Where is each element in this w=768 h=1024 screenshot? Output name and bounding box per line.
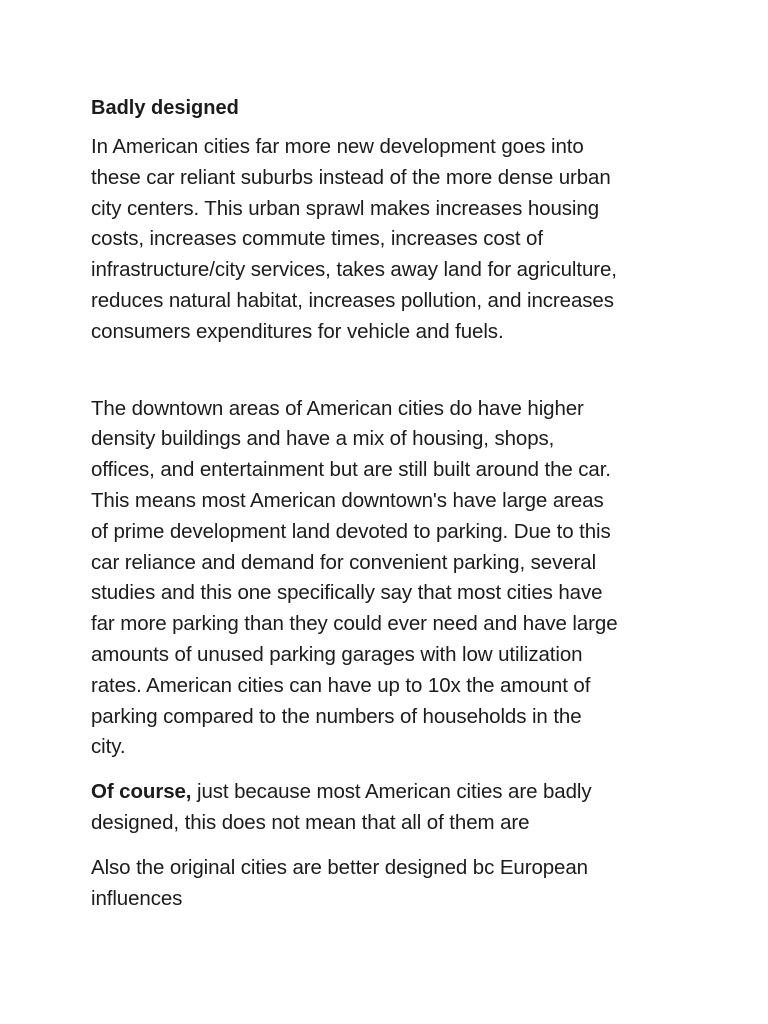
text-line: amounts of unused parking garages with low utilization — [91, 642, 583, 666]
text-line: Also the original cities are better designed bc European — [91, 855, 588, 879]
text-line: designed, this does not mean that all of them are — [91, 810, 530, 834]
text-line: This means most American downtown's have large areas — [91, 488, 604, 512]
section-heading: Badly designed — [91, 97, 239, 119]
text-line: costs, increases commute times, increases cost of — [91, 227, 543, 251]
text-line: of prime development land devoted to parking. Due to this — [91, 519, 611, 543]
paragraph-suburbs — [91, 132, 728, 348]
text-line: rates. American cities can have up to 10x the amount of — [91, 673, 591, 697]
text-line: studies and this one specifically say that most cities have — [91, 581, 603, 605]
text-line: city. — [91, 735, 126, 759]
text-line: far more parking than they could ever need and have large — [91, 612, 618, 636]
text-line: influences — [91, 886, 183, 910]
text-line: car reliance and demand for convenient parking, several — [91, 550, 597, 574]
text-line: consumers expenditures for vehicle and fuels. — [91, 319, 504, 343]
text-line: these car reliant suburbs instead of the more dense urban — [91, 165, 611, 189]
text-line: reduces natural habitat, increases pollution, and increases — [91, 288, 614, 312]
bold-lead-text: Of course, — [91, 780, 192, 804]
paragraph-downtown — [91, 394, 728, 764]
text-line: density buildings and have a mix of housing, shops, — [91, 427, 555, 451]
text-line: infrastructure/city services, takes away land for agriculture, — [91, 258, 617, 282]
text-line: The downtown areas of American cities do have higher — [91, 396, 584, 420]
text-line: city centers. This urban sprawl makes increases housing — [91, 196, 599, 220]
text-line: offices, and entertainment but are still built around the car. — [91, 458, 611, 482]
text-line: parking compared to the numbers of households in the — [91, 704, 582, 728]
paragraph-of-course — [91, 777, 728, 839]
text-line — [91, 777, 728, 808]
text-line: In American cities far more new development goes into — [91, 135, 584, 158]
paragraph-original-cities — [91, 853, 728, 915]
text-segment: just because most American cities are badly — [191, 780, 592, 804]
